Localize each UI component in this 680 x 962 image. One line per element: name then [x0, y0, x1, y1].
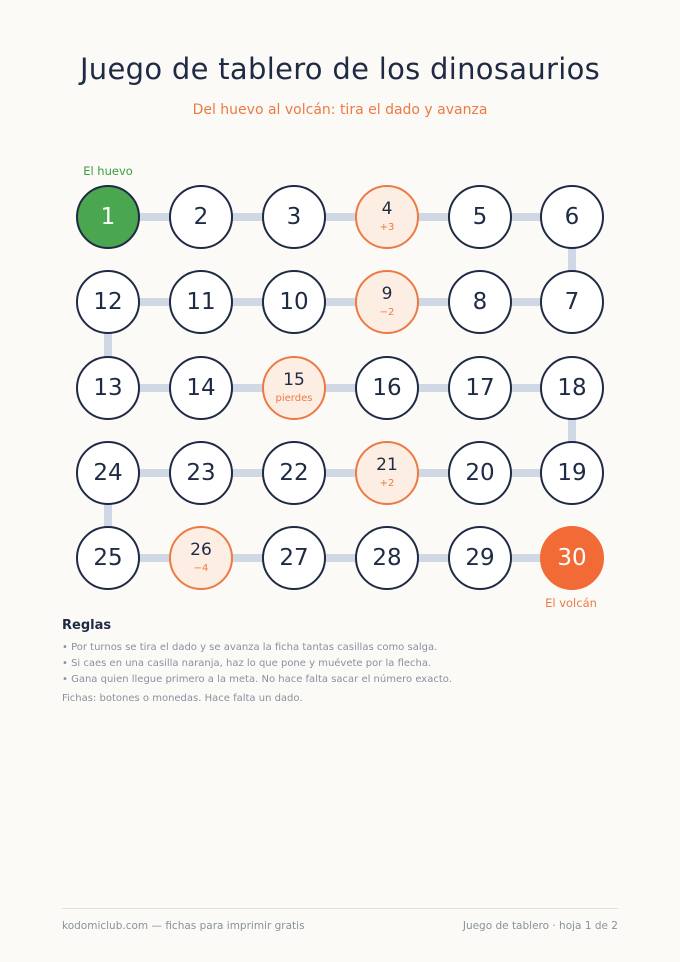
- cell-number: 9: [381, 284, 393, 304]
- board-cell: [169, 185, 233, 249]
- footer-divider: [62, 908, 618, 909]
- board-cell: [76, 526, 140, 590]
- board-cell: [540, 441, 604, 505]
- footer-site: kodomiclub.com — fichas para imprimir gratis: [62, 920, 305, 932]
- board-cell: [448, 356, 512, 420]
- cell-number: 8: [472, 288, 488, 315]
- cell-number: 16: [372, 374, 402, 401]
- cell-number: 1: [100, 203, 116, 230]
- board-cell: [262, 270, 326, 334]
- cell-number: 11: [186, 288, 216, 315]
- cell-number: 5: [472, 203, 488, 230]
- cell-effect: +2: [379, 478, 395, 489]
- board-cell: [76, 356, 140, 420]
- board-cell: [448, 526, 512, 590]
- cell-number: 22: [279, 459, 309, 486]
- cell-number: 7: [564, 288, 580, 315]
- board-cell: [448, 270, 512, 334]
- cell-number: 23: [186, 459, 216, 486]
- cell-number: 19: [557, 459, 587, 486]
- board-cell: [355, 356, 419, 420]
- cell-number: 3: [286, 203, 302, 230]
- cell-number: 28: [372, 544, 402, 571]
- cell-number: 27: [279, 544, 309, 571]
- rules-section: [62, 618, 622, 704]
- footer-page-info: Juego de tablero · hoja 1 de 2: [462, 920, 618, 932]
- cell-number: 29: [465, 544, 495, 571]
- board-cell: [540, 270, 604, 334]
- board-cell: [262, 185, 326, 249]
- cell-number: 26: [190, 540, 212, 560]
- start-cell: [76, 185, 140, 249]
- page-subtitle: Del huevo al volcán: tira el dado y avanza: [192, 102, 488, 118]
- rules-list: [62, 640, 622, 688]
- cell-number: 24: [93, 459, 123, 486]
- cell-number: 4: [381, 199, 393, 219]
- special-cell: [262, 356, 326, 420]
- special-cell: [355, 441, 419, 505]
- board-cell: [448, 185, 512, 249]
- board-cell: [262, 526, 326, 590]
- rule-item: • Si caes en una casilla naranja, haz lo que pone y muévete por la flecha.: [62, 658, 432, 669]
- cell-effect: pierdes: [275, 393, 313, 404]
- cell-number: 30: [557, 544, 587, 571]
- cell-number: 6: [564, 203, 580, 230]
- special-cell: [355, 270, 419, 334]
- cell-number: 10: [279, 288, 309, 315]
- rules-footnote: Fichas: botones o monedas. Hace falta un dado.: [62, 693, 303, 704]
- board-cell: [540, 185, 604, 249]
- cell-number: 15: [283, 370, 305, 390]
- cell-number: 21: [376, 455, 398, 475]
- cell-number: 14: [186, 374, 216, 401]
- finish-label: El volcán: [545, 596, 597, 610]
- rules-heading: Reglas: [62, 618, 112, 633]
- cell-number: 2: [193, 203, 209, 230]
- cell-number: 13: [93, 374, 123, 401]
- cell-number: 17: [465, 374, 495, 401]
- board-cell: [448, 441, 512, 505]
- rule-item: • Gana quien llegue primero a la meta. No hace falta sacar el número exacto.: [62, 674, 452, 685]
- board-cell: [355, 526, 419, 590]
- special-cell: [355, 185, 419, 249]
- board-cell: [540, 356, 604, 420]
- board-cell: [169, 270, 233, 334]
- start-label: El huevo: [83, 164, 133, 178]
- cell-effect: −4: [193, 563, 209, 574]
- rule-item: • Por turnos se tira el dado y se avanza la ficha tantas casillas como salga.: [62, 642, 438, 653]
- cell-number: 18: [557, 374, 587, 401]
- board-cell: [262, 441, 326, 505]
- board-cell: [169, 356, 233, 420]
- cell-number: 20: [465, 459, 495, 486]
- special-cell: [169, 526, 233, 590]
- cell-number: 12: [93, 288, 123, 315]
- finish-cell: [540, 526, 604, 590]
- page-title: Juego de tablero de los dinosaurios: [79, 52, 601, 86]
- cell-effect: +3: [379, 222, 395, 233]
- board-cell: [169, 441, 233, 505]
- cell-number: 25: [93, 544, 123, 571]
- cell-effect: −2: [379, 307, 395, 318]
- board-cell: [76, 441, 140, 505]
- board-cell: [76, 270, 140, 334]
